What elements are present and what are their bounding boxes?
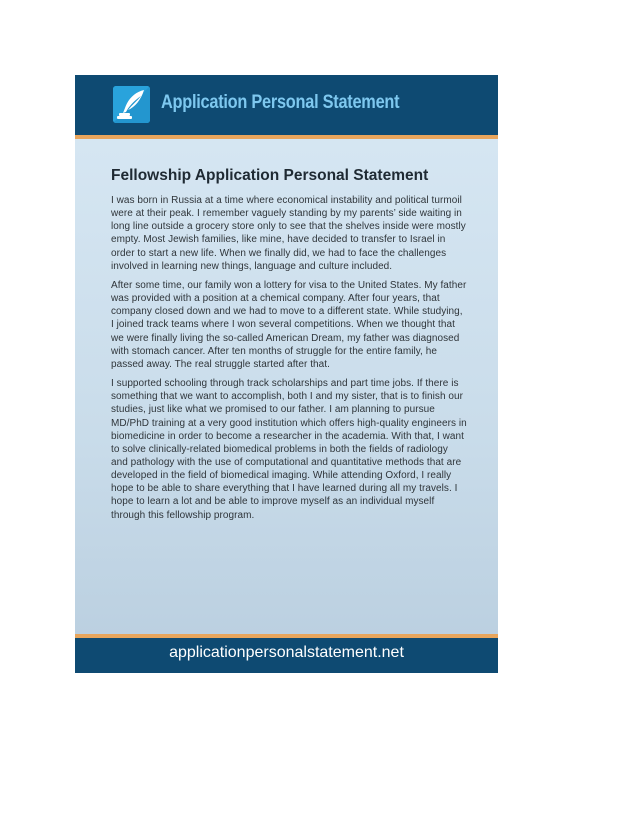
header-banner [75, 75, 498, 139]
document-title: Fellowship Application Personal Statement [111, 167, 429, 184]
paragraph-2: After some time, our family won a lottery for visa to the United States. My father was provided with a position at a chemical company. After four years, that company closed down and we had to move to a different state. While studying, I joined track teams where I won several competitions. When we thought that we were finally living the so-called American Dream, my father was diagnosed with stomach cancer. After ten months of struggle for the entire family, he passed away. The real struggle started after that. [111, 279, 467, 370]
paragraph-3: I supported schooling through track scholarships and part time jobs. If there is something that we want to accomplish, both I and my sister, that is to finish our studies, just like what we promised to our father. I am planning to pursue MD/PhD training at a very good institution which offers high-quality engineers in biomedicine in order to become a researcher in the academia. With that, I want to solve clinically-related biomedical problems in both the fields of radiology and pathology with the use of computational and quantitative methods that are developed in the field of biomedical imaging. While attending Oxford, I really hope to be able to share everything that I have learned during all my travels. I hope to learn a lot and be able to improve myself as an individual myself through this fellowship program. [111, 378, 467, 521]
quill-pen-icon [113, 86, 150, 123]
website-url: applicationpersonalstatement.net [169, 644, 404, 661]
statement-card [75, 75, 498, 673]
paragraph-1: I was born in Russia at a time where economical instability and political turmoil were at their peak. I remember vaguely standing by my parents’ side waiting in long line outside a grocery store only to see that the shelves inside were mostly empty. Most Jewish families, like mine, have decided to transfer to Israel in order to start a new life. When we finally did, we had to face the challenges involved in learning new things, language and culture included. [111, 195, 466, 272]
footer-banner [75, 634, 498, 673]
statement-content [111, 167, 467, 528]
site-title: Application Personal Statement [161, 92, 400, 113]
